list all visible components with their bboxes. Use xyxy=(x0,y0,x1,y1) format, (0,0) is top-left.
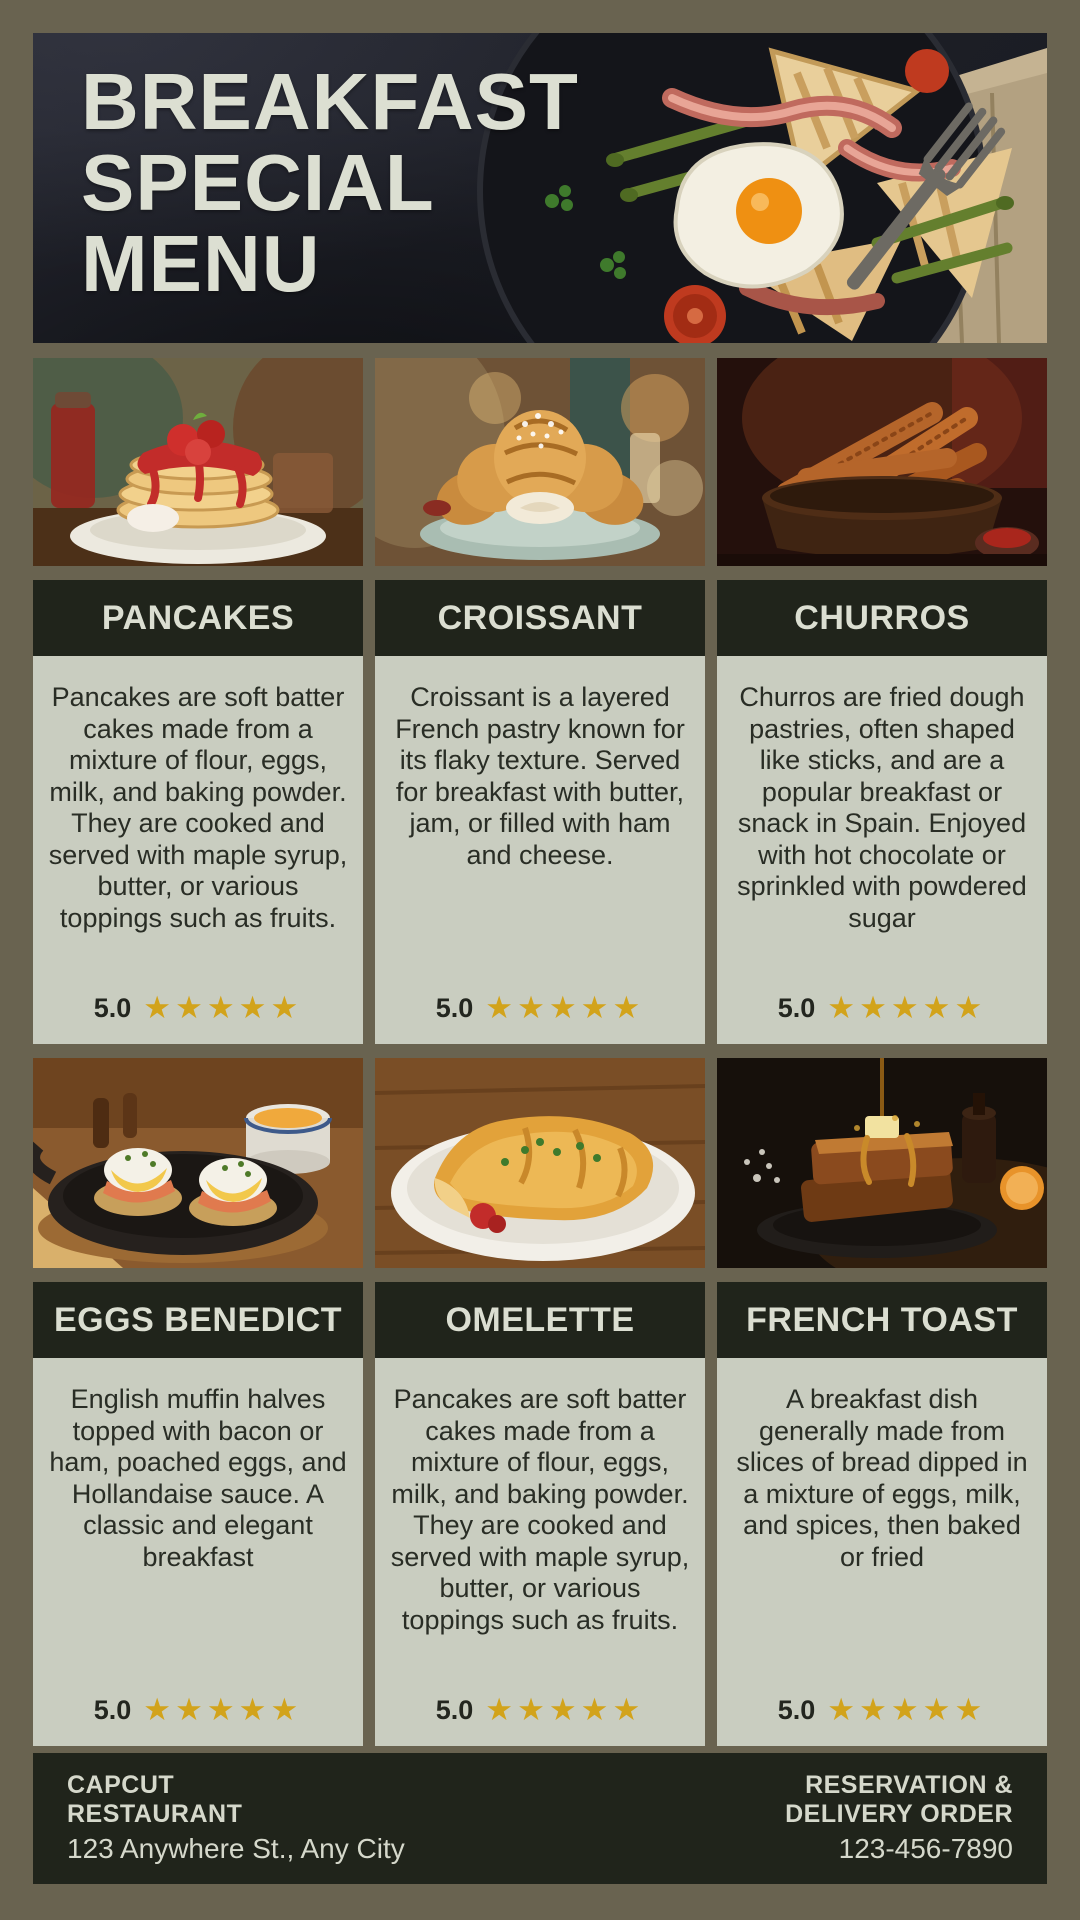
star-icons: ★★★★★ xyxy=(827,1692,987,1728)
item-card xyxy=(375,656,705,1044)
reservation-line-2: DELIVERY ORDER xyxy=(785,1800,1013,1828)
item-title: CROISSANT xyxy=(437,598,643,637)
item-rating xyxy=(44,990,352,1026)
item-title-bar xyxy=(717,1282,1047,1358)
rating-value: 5.0 xyxy=(93,993,132,1023)
item-rating xyxy=(386,990,694,1026)
item-title-bar xyxy=(375,1282,705,1358)
menu-item-croissant xyxy=(375,358,705,1044)
item-rating xyxy=(44,1692,352,1728)
item-rating xyxy=(386,1692,694,1728)
spacer xyxy=(375,1268,705,1282)
spacer xyxy=(717,566,1047,580)
item-description: Pancakes are soft batter cakes made from a mixture of flour, eggs, milk, and baking powder. They are cooked and served with maple syrup, butter, or various toppings such as fruits. xyxy=(390,1384,690,1635)
spacer xyxy=(375,566,705,580)
rating-value: 5.0 xyxy=(777,1695,816,1725)
restaurant-address: 123 Anywhere St., Any City xyxy=(67,1833,405,1864)
page-title xyxy=(81,57,579,308)
menu-item-eggs-benedict xyxy=(33,1058,363,1746)
reservation-line-1: RESERVATION & xyxy=(805,1771,1013,1799)
rating-value: 5.0 xyxy=(777,993,816,1023)
title-line-2: SPECIAL xyxy=(81,138,435,227)
menu-item-churros xyxy=(717,358,1047,1044)
star-icons: ★★★★★ xyxy=(827,990,987,1026)
item-rating xyxy=(728,990,1036,1026)
item-title: PANCAKES xyxy=(101,598,295,637)
item-card xyxy=(717,656,1047,1044)
item-title: OMELETTE xyxy=(445,1300,635,1339)
restaurant-name-line-2: RESTAURANT xyxy=(67,1800,243,1828)
item-description: English muffin halves topped with bacon or ham, poached eggs, and Hollandaise sauce. A classic and elegant breakfast xyxy=(49,1384,347,1572)
menu-row-1 xyxy=(33,358,1047,1044)
item-card xyxy=(375,1358,705,1746)
eggs-benedict-photo xyxy=(33,1058,363,1268)
footer-bar xyxy=(33,1753,1047,1884)
menu-item-omelette xyxy=(375,1058,705,1746)
item-description: Pancakes are soft batter cakes made from a mixture of flour, eggs, milk, and baking powder. They are cooked and served with maple syrup, butter, or various toppings such as fruits. xyxy=(48,682,348,933)
footer-contact-info xyxy=(785,1771,1013,1866)
item-description: Croissant is a layered French pastry known for its flaky texture. Served for breakfast with butter, jam, or filled with ham and cheese. xyxy=(395,682,685,870)
menu-item-french-toast xyxy=(717,1058,1047,1746)
spacer xyxy=(33,566,363,580)
rating-value: 5.0 xyxy=(435,993,474,1023)
french-toast-photo xyxy=(717,1058,1047,1268)
item-card xyxy=(33,1358,363,1746)
star-icons: ★★★★★ xyxy=(485,990,645,1026)
omelette-photo xyxy=(375,1058,705,1268)
menu-row-2 xyxy=(33,1058,1047,1746)
rating-value: 5.0 xyxy=(435,1695,474,1725)
item-card xyxy=(33,656,363,1044)
rating-value: 5.0 xyxy=(93,1695,132,1725)
star-icons: ★★★★★ xyxy=(143,990,303,1026)
star-icons: ★★★★★ xyxy=(143,1692,303,1728)
item-title: FRENCH TOAST xyxy=(746,1300,1018,1339)
item-description: A breakfast dish generally made from slices of bread dipped in a mixture of eggs, milk, and spices, then baked or fried xyxy=(736,1384,1028,1572)
item-title-bar xyxy=(33,580,363,656)
item-title-bar xyxy=(375,580,705,656)
item-description: Churros are fried dough pastries, often shaped like sticks, and are a popular breakfast or snack in Spain. Enjoyed with hot chocolate or sprinkled with powdered sugar xyxy=(737,682,1027,933)
item-title-bar xyxy=(33,1282,363,1358)
spacer xyxy=(33,1268,363,1282)
footer-restaurant-info xyxy=(67,1771,405,1866)
item-title: CHURROS xyxy=(794,598,970,637)
spacer xyxy=(717,1268,1047,1282)
menu-item-pancakes xyxy=(33,358,363,1044)
phone-number: 123-456-7890 xyxy=(838,1833,1013,1864)
restaurant-name-line-1: CAPCUT xyxy=(67,1771,175,1799)
star-icons: ★★★★★ xyxy=(485,1692,645,1728)
churros-photo xyxy=(717,358,1047,566)
croissant-photo xyxy=(375,358,705,566)
item-title-bar xyxy=(717,580,1047,656)
item-rating xyxy=(728,1692,1036,1728)
item-title: EGGS BENEDICT xyxy=(54,1300,342,1339)
header-banner xyxy=(33,33,1047,343)
pancakes-photo xyxy=(33,358,363,566)
title-line-3: MENU xyxy=(81,219,321,308)
title-line-1: BREAKFAST xyxy=(81,57,579,146)
item-card xyxy=(717,1358,1047,1746)
